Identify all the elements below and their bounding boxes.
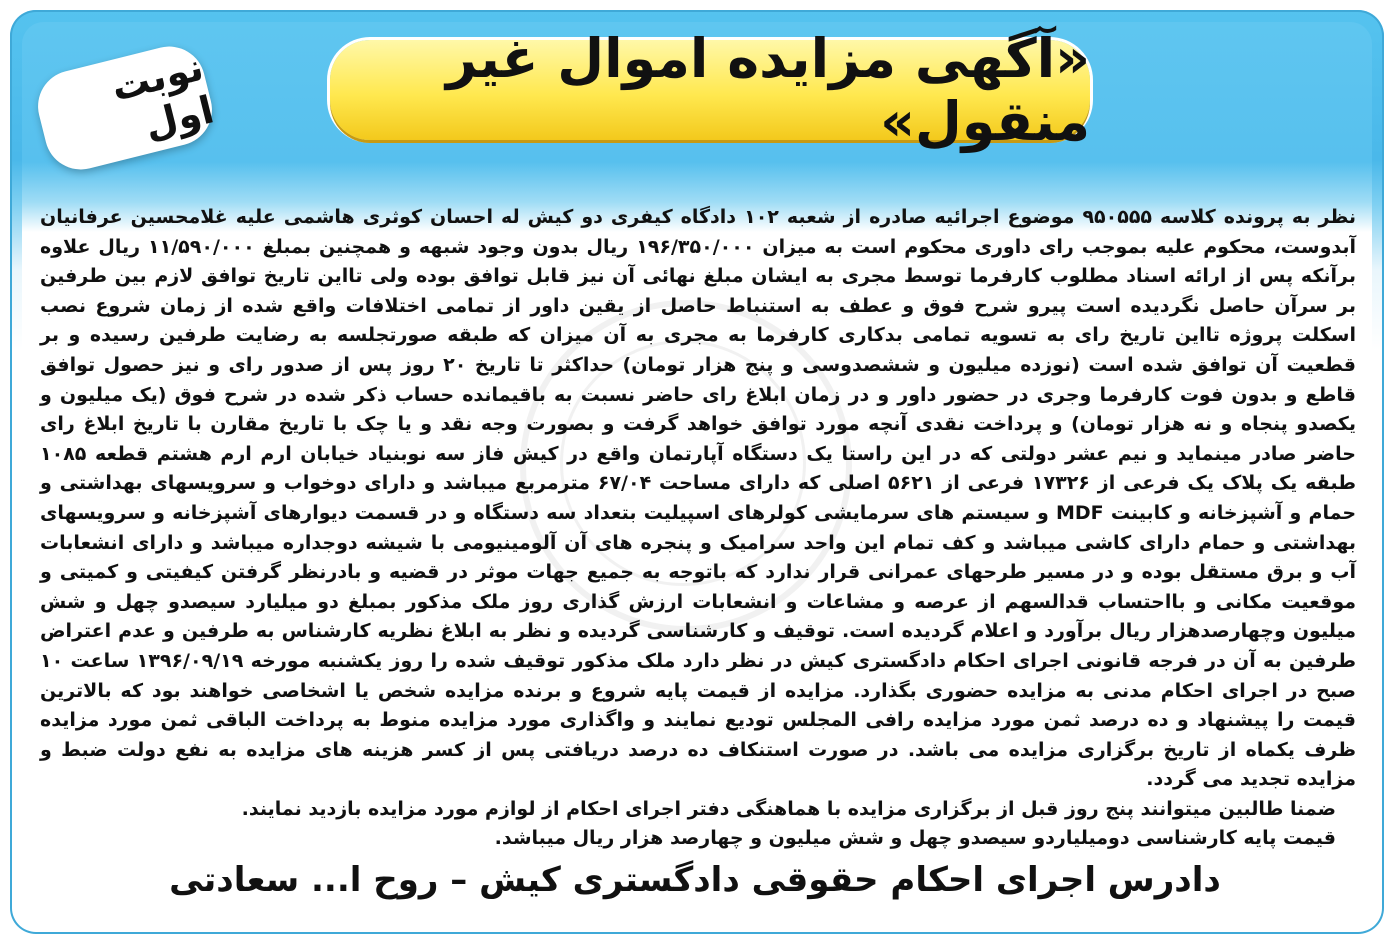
body-paragraph: نظر به پرونده کلاسه ۹۵۰۵۵۵ موضوع اجرائیه صادره از شعبه ۱۰۲ دادگاه کیفری دو کیش له احسان کوثری هاشمی علیه غلامحسین عرفانیان آبدوست، محکوم علیه بموجب رای داوری محکوم است به میزان ۱۹۶/۳۵۰/۰۰۰ ریال بدون وجود شبهه و همچنین بمبلغ ۱۱/۵۹۰/۰۰۰ ریال علاوه برآنکه پس از ارائه اسناد مطلوب کارفرما توسط مجری به ایشان مبلغ نهائی آن نیز قابل توافق بوده ولی تااین تاریخ توافق لازم بین طرفین بر سرآن حاصل نگردیده است پیرو شرح فوق و عطف به استنباط حاصل از یقین داور از تمامی اختلافات واقع شده از زمان شروع نصب اسکلت پروژه تااین تاریخ رای به تسویه تمامی بدکاری کارفرما به مجری به آن میزان که طبقه صورتجلسه به رضایت طرفین رسیده و بر قطعیت آن توافق شده است (نوزده میلیون و ششصدوسی و پنج هزار تومان) حداکثر تا تاریخ ۲۰ روز پس از صدور رای و نیز حصول توافق قاطع و بدون فوت کارفرما وجری در حضور داور و در زمان ابلاغ رای حاضر نسبت به باقیمانده حساب ذکر شده در شرح فوق (یک میلیون و یکصدو پنجاه و نه هزار تومان) و پرداخت نقدی آنچه مورد توافق خواهد گرفت و بصورت وجه نقد و یا چک با تاریخ مقارن با تاریخ ابلاغ رای حاضر صادر مینماید و نیم عشر دولتی که در این راستا یک دستگاه آپارتمان واقع در کیش فاز سه نوبنیاد خیابان ارم ارم هشتم قطعه ۱۰۸۵ طبقه یک پلاک یک فرعی از ۱۷۳۲۶ فرعی از ۵۶۲۱ اصلی که دارای مساحت ۶۷/۰۴ مترمربع میباشد و دارای دوخواب و سرویسهای بهداشتی و حمام و آشپزخانه و کابینت MDF و سیستم های سرمایشی کولرهای اسپیلیت بتعداد سه دستگاه و در قسمت دیوارهای آشپزخانه و سرویسهای بهداشتی و حمام دارای کاشی میباشد و کف تمام این واحد سرامیک و پنجره های آن آلومینیومی با شیشه دوجداره میباشد و دارای انشعابات آب و برق مستقل بوده و در مسیر طرحهای عمرانی قرار ندارد که باتوجه به جمیع جهات موثر در قضیه و بادرنظر گرفتن کیفیتی و کمیتی و موقعیت مکانی و بااحتساب قدالسهم از عرصه و مشاعات و انشعابات ارزش گذاری روز ملک مذکور بمبلغ دو میلیارد سیصدو چهل و شش میلیون وچهارصدهزار ریال برآورد و اعلام گردیده است. توقیف و کارشناسی گردیده و نظر به ابلاغ نظریه کارشناس به طرفین و عدم اعتراض طرفین به آن در فرجه قانونی اجرای احکام دادگستری کیش در نظر دارد ملک مذکور توقیف شده را روز یکشنبه مورخه ۱۳۹۶/۰۹/۱۹ ساعت ۱۰ صبح در اجرای احکام مدنی به مزایده حضوری بگذارد. مزایده از قیمت پایه شروع و برنده مزایده شخص یا اشخاصی خواهند بود که بالاترین قیمت را پیشنهاد و ده درصد ثمن مورد مزایده رافی المجلس تودیع نمایند و واگذاری مورد مزایده منوط به پرداخت الباقی ثمن مورد مزایده ظرف یکماه از تاریخ برگزاری مزایده می باشد. در صورت استنکاف ده درصد دریافتی پس از کسر هزینه های مزایده به نفع دولت ضبط و مزایده تجدید می گردد.	[40, 206, 1357, 791]
base-price-note: قیمت پایه کارشناسی دومیلیاردو سیصدو چهل و شش میلیون و چهارصد هزار ریال میباشد.	[494, 827, 1336, 850]
title-banner	[330, 27, 1090, 153]
visit-note: ضمنا طالبین میتوانند پنج روز قبل از برگزاری مزایده با هماهنگی دفتر اجرای احکام از لوازم مورد مزایده بازدید نمایند.	[241, 797, 1336, 820]
notice-body	[40, 203, 1356, 854]
turn-badge-label: نوبت اول	[106, 44, 219, 147]
signature-line: دادرس اجرای احکام حقوقی دادگستری کیش – روح ا... سعادتی	[169, 860, 1221, 900]
notice-title: «آگهی مزایده اموال غیر منقول»	[445, 27, 1090, 153]
